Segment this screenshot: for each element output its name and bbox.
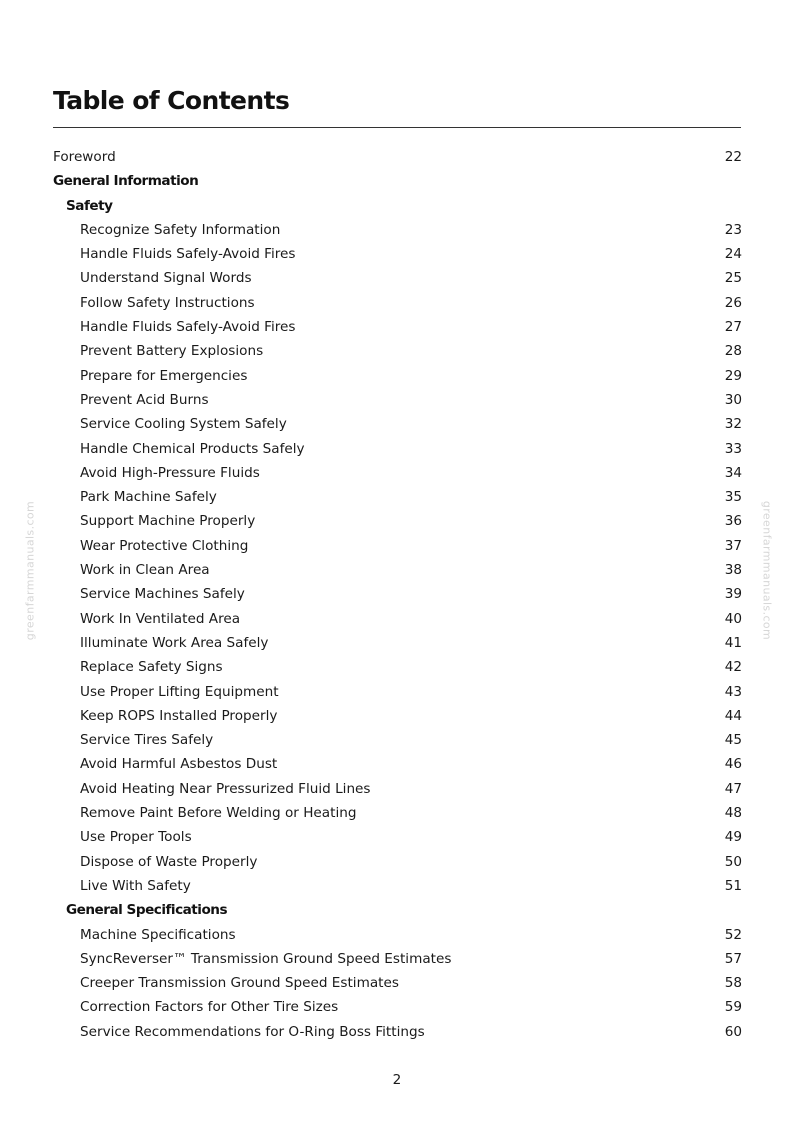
toc-entry-label[interactable]: Work In Ventilated Area	[80, 610, 241, 627]
toc-entry-label[interactable]: Recognize Safety Information	[80, 221, 281, 238]
toc-entry[interactable]	[0, 534, 794, 558]
toc-entry-page: 48	[724, 805, 742, 822]
toc-entry[interactable]	[0, 850, 794, 874]
toc-entry[interactable]	[0, 777, 794, 801]
toc-entry-label[interactable]: Dispose of Waste Properly	[80, 853, 258, 870]
toc-entry[interactable]	[0, 582, 794, 606]
toc-entry[interactable]	[0, 315, 794, 339]
toc-entry-page: 29	[724, 367, 742, 384]
toc-entry[interactable]	[0, 801, 794, 825]
toc-entry-page: 59	[724, 999, 742, 1016]
toc-entry-page: 26	[724, 294, 742, 311]
watermark-left: greenfarmmanuals.com	[23, 500, 37, 641]
toc-entry-label[interactable]: SyncReverser™ Transmission Ground Speed Estimates	[80, 950, 452, 967]
toc-entry-page: 22	[724, 149, 742, 165]
toc-entry-label[interactable]: Foreword	[53, 149, 116, 165]
toc-entry-page: 49	[724, 829, 742, 846]
toc-entry-label[interactable]: Support Machine Properly	[80, 513, 256, 530]
toc-entry-page: 23	[724, 221, 742, 238]
toc-entry-label[interactable]: Prevent Acid Burns	[80, 391, 209, 408]
toc-entry[interactable]	[0, 364, 794, 388]
toc-entry-page: 32	[724, 416, 742, 433]
toc-entry[interactable]	[0, 995, 794, 1019]
toc-entry-label[interactable]: Use Proper Lifting Equipment	[80, 683, 279, 700]
toc-entry-label[interactable]: Replace Safety Signs	[80, 659, 223, 676]
toc-entry-page: 52	[724, 926, 742, 943]
toc-entry[interactable]	[0, 388, 794, 412]
toc-entry-page: 44	[724, 707, 742, 724]
toc-entry-page: 40	[724, 610, 742, 627]
toc-entry[interactable]	[0, 437, 794, 461]
toc-entry-label[interactable]: Machine Specifications	[80, 926, 236, 943]
toc-entry-page: 45	[724, 732, 742, 749]
toc-heading-safety[interactable]	[0, 194, 794, 218]
toc-entry-page: 34	[724, 464, 742, 481]
toc-entry[interactable]	[0, 631, 794, 655]
toc-entry-label[interactable]: Handle Fluids Safely-Avoid Fires	[80, 319, 296, 336]
watermark-right: greenfarmmanuals.com	[760, 500, 774, 641]
toc-entry[interactable]	[0, 874, 794, 898]
toc-entry-label[interactable]: Avoid Heating Near Pressurized Fluid Lines	[80, 780, 371, 797]
toc-entry[interactable]	[0, 923, 794, 947]
toc-entry-label[interactable]: Service Tires Safely	[80, 732, 214, 749]
title-divider	[53, 127, 741, 128]
toc-entry-label[interactable]: Creeper Transmission Ground Speed Estimates	[80, 975, 399, 992]
toc-entry-label[interactable]: Remove Paint Before Welding or Heating	[80, 805, 357, 822]
toc-entry[interactable]	[0, 947, 794, 971]
toc-entry-page: 39	[724, 586, 742, 603]
toc-entry[interactable]	[0, 218, 794, 242]
toc-entry-label[interactable]: Park Machine Safely	[80, 489, 217, 506]
toc-entry[interactable]	[0, 558, 794, 582]
toc-entry-label[interactable]: Service Recommendations for O-Ring Boss Fittings	[80, 1023, 425, 1040]
toc-entry-label[interactable]: Follow Safety Instructions	[80, 294, 255, 311]
toc-entry-page: 24	[724, 246, 742, 263]
toc-entry-label[interactable]: Keep ROPS Installed Properly	[80, 707, 278, 724]
toc-entry-label[interactable]: Wear Protective Clothing	[80, 537, 249, 554]
toc-entry-label[interactable]: Prepare for Emergencies	[80, 367, 248, 384]
toc-entry-label[interactable]: Correction Factors for Other Tire Sizes	[80, 999, 339, 1016]
toc-entry[interactable]	[0, 825, 794, 849]
toc-entry-page: 51	[724, 877, 742, 894]
toc-heading-general-specifications[interactable]	[0, 898, 794, 922]
toc-entry[interactable]	[0, 1020, 794, 1044]
toc-entry[interactable]	[0, 509, 794, 533]
toc-entry-label[interactable]: Service Machines Safely	[80, 586, 245, 603]
toc-entry-page: 33	[724, 440, 742, 457]
toc-entry-label[interactable]: Live With Safety	[80, 877, 191, 894]
toc-entry-page: 30	[724, 391, 742, 408]
toc-entry-page: 60	[724, 1023, 742, 1040]
toc-entry-page: 35	[724, 489, 742, 506]
toc-entry[interactable]	[0, 461, 794, 485]
toc-entry[interactable]	[0, 412, 794, 436]
toc-entry[interactable]	[0, 752, 794, 776]
toc-entry-label[interactable]: Avoid Harmful Asbestos Dust	[80, 756, 278, 773]
toc-entry-page: 36	[724, 513, 742, 530]
toc-entry-page: 43	[724, 683, 742, 700]
toc-entry[interactable]	[0, 971, 794, 995]
toc-entry[interactable]	[0, 291, 794, 315]
toc-entry-page: 25	[724, 270, 742, 287]
toc-entry-page: 58	[724, 975, 742, 992]
toc-entry[interactable]	[0, 607, 794, 631]
toc-entry-label[interactable]: Use Proper Tools	[80, 829, 192, 846]
toc-heading-label[interactable]: Safety	[66, 197, 113, 214]
toc-entry-page: 42	[724, 659, 742, 676]
toc-entry-label[interactable]: Avoid High-Pressure Fluids	[80, 464, 260, 481]
toc-entry[interactable]	[0, 655, 794, 679]
toc-entry-label[interactable]: Handle Chemical Products Safely	[80, 440, 305, 457]
toc-entry-page: 47	[724, 780, 742, 797]
toc-entry-label[interactable]: Handle Fluids Safely-Avoid Fires	[80, 246, 296, 263]
toc-entry-page: 37	[724, 537, 742, 554]
toc-entry[interactable]	[0, 242, 794, 266]
table-of-contents	[0, 145, 794, 1044]
toc-entry[interactable]	[0, 728, 794, 752]
toc-entry-page: 41	[724, 634, 742, 651]
toc-heading-label[interactable]: General Information	[53, 173, 199, 190]
toc-entry-page: 57	[724, 950, 742, 967]
toc-heading-label[interactable]: General Specifications	[66, 902, 228, 919]
toc-entry-label[interactable]: Prevent Battery Explosions	[80, 343, 264, 360]
toc-entry-label[interactable]: Service Cooling System Safely	[80, 416, 287, 433]
toc-entry[interactable]	[0, 485, 794, 509]
page-title: Table of Contents	[53, 86, 290, 115]
toc-entry-label[interactable]: Work in Clean Area	[80, 562, 210, 579]
toc-entry[interactable]	[0, 339, 794, 363]
toc-entry[interactable]	[0, 266, 794, 290]
toc-entry-label[interactable]: Understand Signal Words	[80, 270, 252, 287]
toc-entry-foreword[interactable]	[0, 145, 794, 169]
toc-entry-label[interactable]: Illuminate Work Area Safely	[80, 634, 269, 651]
toc-entry-page: 28	[724, 343, 742, 360]
toc-entry-page: 38	[724, 562, 742, 579]
toc-heading-general-information[interactable]	[0, 169, 794, 193]
toc-entry-page: 50	[724, 853, 742, 870]
toc-entry-page: 27	[724, 319, 742, 336]
page-number: 2	[392, 1072, 402, 1088]
toc-entry-page: 46	[724, 756, 742, 773]
toc-entry[interactable]	[0, 704, 794, 728]
toc-entry[interactable]	[0, 680, 794, 704]
